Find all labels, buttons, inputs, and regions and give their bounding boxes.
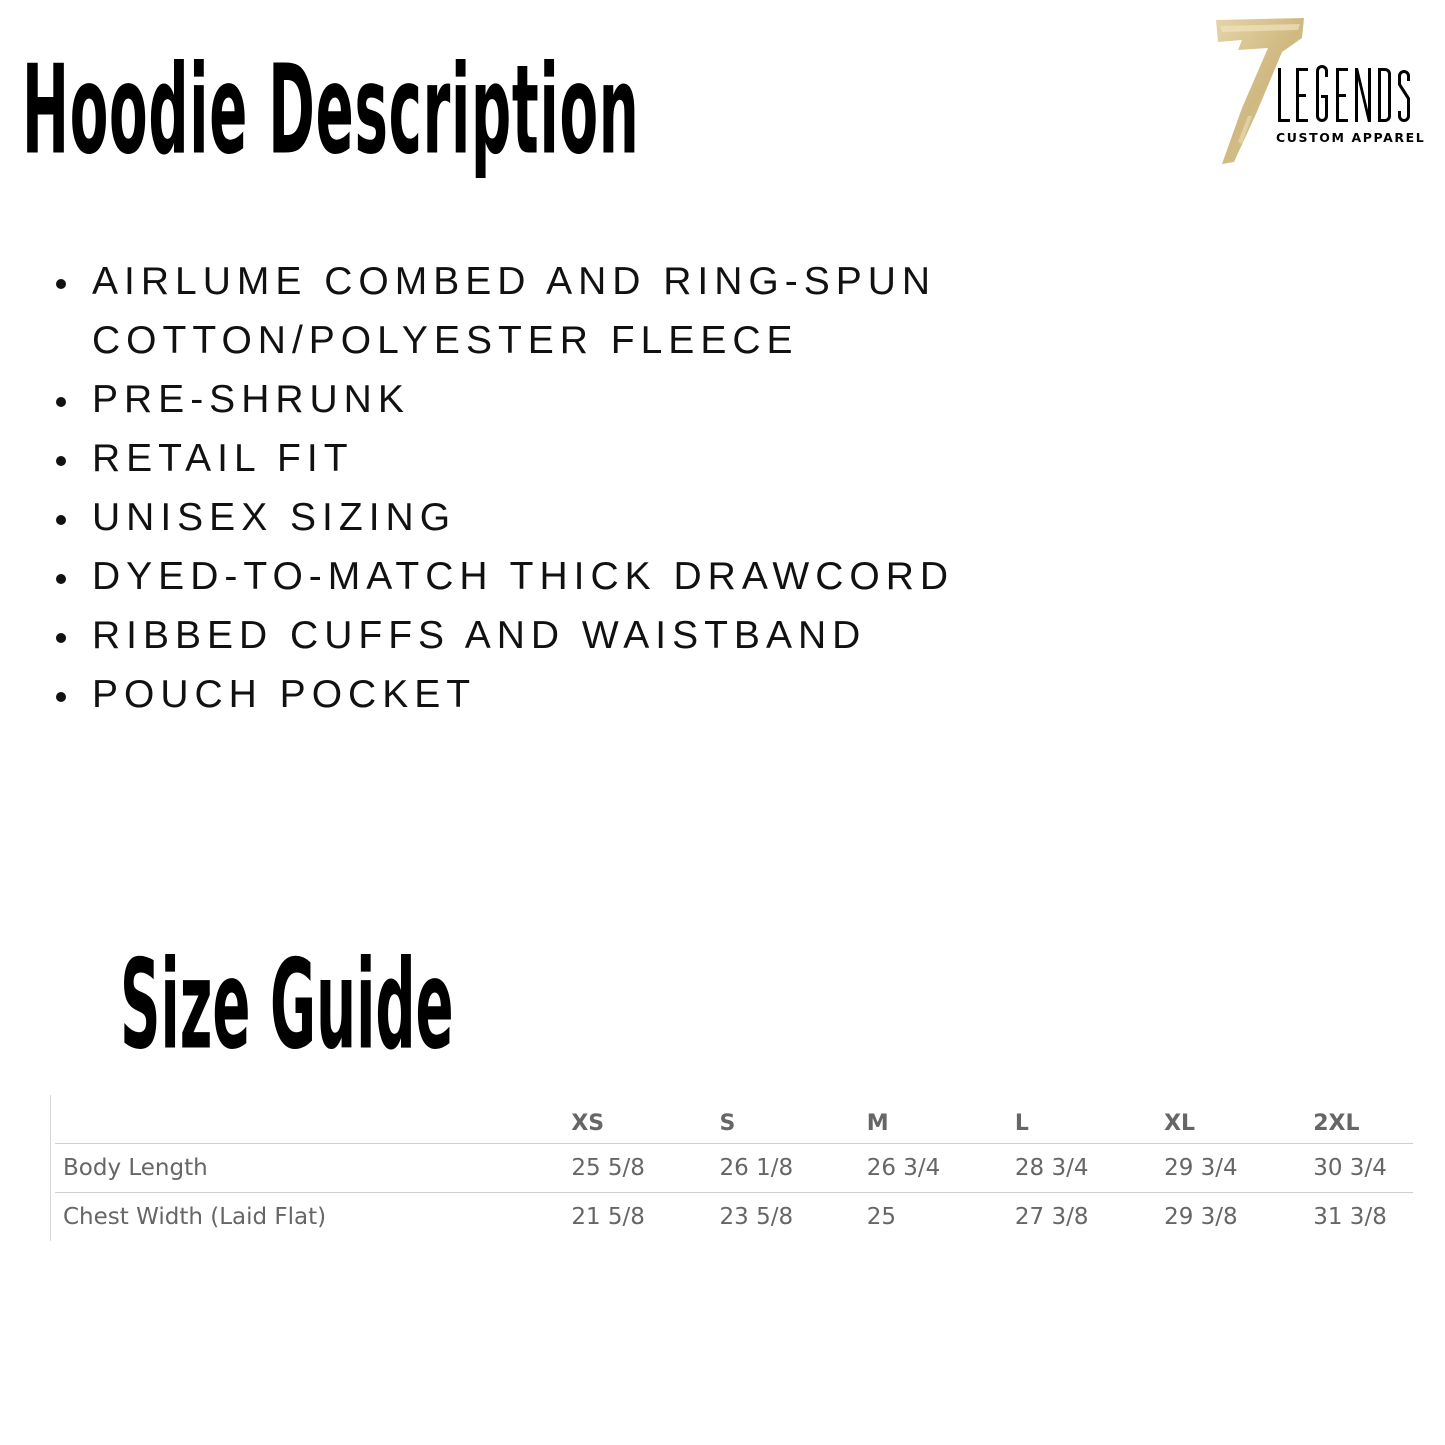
size-table-container — [50, 1095, 1413, 1241]
table-cell: 26 1/8 — [720, 1144, 867, 1193]
brand-logo — [1212, 16, 1427, 166]
feature-item: DYED-TO-MATCH THICK DRAWCORD — [50, 547, 1050, 606]
size-guide-title: Size Guide — [120, 935, 454, 1078]
table-cell: 26 3/4 — [867, 1144, 1015, 1193]
size-column-header: XL — [1164, 1103, 1313, 1144]
feature-item: RIBBED CUFFS AND WAISTBAND — [50, 606, 1050, 665]
row-label: Body Length — [55, 1144, 571, 1193]
table-cell: 21 5/8 — [571, 1204, 645, 1230]
svg-text:CUSTOM APPAREL: CUSTOM APPAREL — [1276, 130, 1426, 145]
table-row — [55, 1193, 1413, 1242]
table-header-corner — [55, 1103, 571, 1144]
size-column-header: M — [867, 1103, 1015, 1144]
table-cell: 25 5/8 — [571, 1144, 719, 1193]
table-cell: 30 3/4 — [1313, 1144, 1413, 1193]
table-cell: 29 3/8 — [1164, 1204, 1238, 1230]
table-cell: 28 3/4 — [1015, 1144, 1164, 1193]
table-cell: 25 — [866, 1204, 896, 1230]
size-column-header: L — [1015, 1103, 1164, 1144]
row-label: Chest Width (Laid Flat) — [63, 1204, 327, 1230]
feature-item: POUCH POCKET — [50, 665, 1050, 724]
feature-item: AIRLUME COMBED AND RING-SPUN COTTON/POLYESTER FLEECE — [50, 252, 1050, 370]
table-cell: 23 5/8 — [719, 1204, 794, 1230]
table-row — [55, 1144, 1413, 1193]
table-cell: 29 3/4 — [1164, 1144, 1313, 1193]
feature-list — [50, 252, 1050, 724]
page-title: Hoodie Description — [22, 40, 640, 183]
table-cell: 27 3/8 — [1014, 1204, 1089, 1230]
table-cell: 31 3/8 — [1313, 1204, 1387, 1230]
size-column-header: 2XL — [1313, 1103, 1413, 1144]
size-column-header: S — [720, 1103, 867, 1144]
size-table — [55, 1103, 1413, 1241]
feature-item: RETAIL FIT — [50, 429, 1050, 488]
table-header-row — [55, 1103, 1413, 1144]
size-column-header: XS — [571, 1103, 719, 1144]
feature-item: UNISEX SIZING — [50, 488, 1050, 547]
feature-item: PRE-SHRUNK — [50, 370, 1050, 429]
